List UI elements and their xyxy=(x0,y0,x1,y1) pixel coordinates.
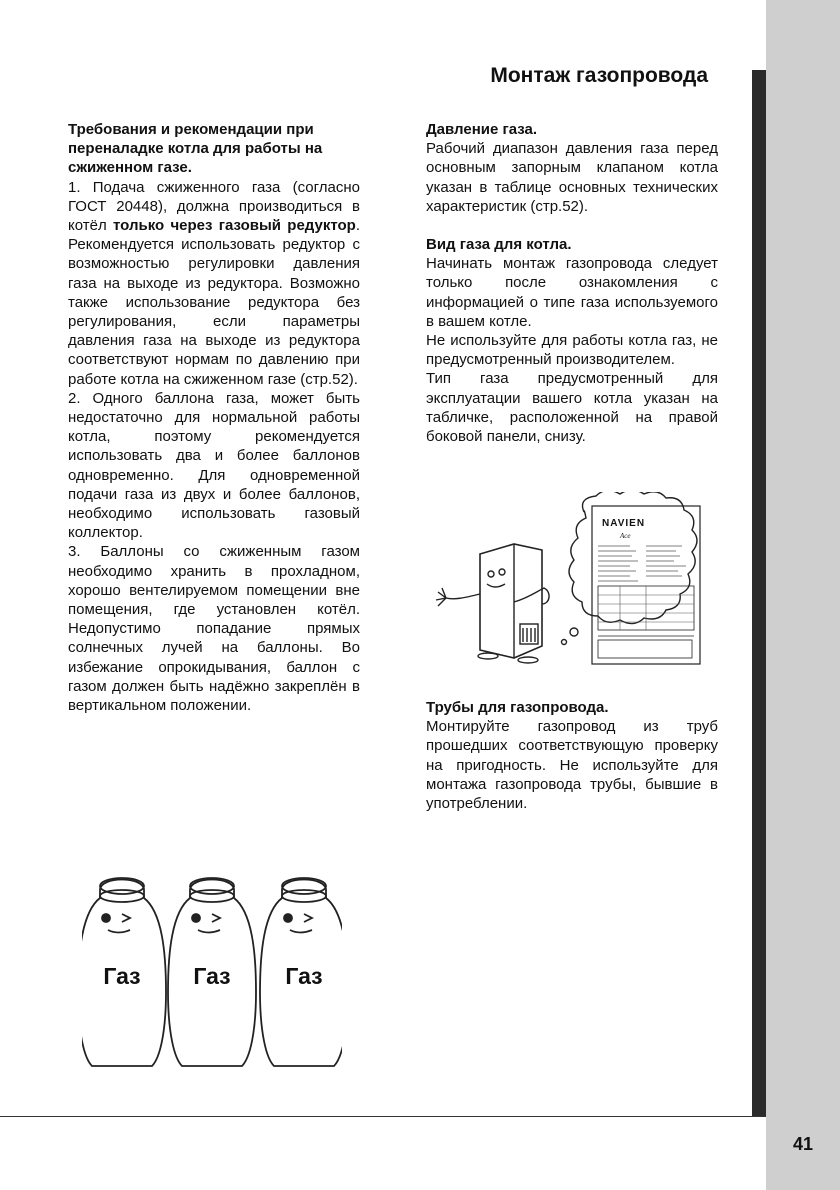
left-column xyxy=(68,120,360,715)
boiler-body xyxy=(480,544,542,658)
gas-type-text-3: Тип газа предусмотренный для эксплуатации вашего котла указан на табличке, расположенной на правой боковой панели, снизу. xyxy=(426,370,718,446)
section-title: Монтаж газопровода xyxy=(490,64,708,87)
gas-pressure-heading: Давление газа. xyxy=(426,121,538,138)
regulator-emphasis: только через газовый редуктор xyxy=(113,217,356,235)
pipes-section xyxy=(426,698,718,813)
page-number: 41 xyxy=(792,1134,814,1154)
footer-divider xyxy=(0,1116,766,1117)
plate-spec-lines xyxy=(598,546,686,581)
gas-cylinders-illustration xyxy=(82,862,342,1072)
boiler-smile xyxy=(487,584,505,587)
lpg-item-3: 3. Баллоны со сжиженным газом необходимо хранить в прохладном, хорошо вентелируемом помещении вне помещения, где установлен котёл. Недопустимо попадание прямых солнечных лучей на баллоны. Во избежание опрокидывания, баллон с газом должен быть надёжно закреплён в вертикальном положении. xyxy=(68,543,360,715)
gas-pressure-text: Рабочий диапазон давления газа перед основным запорным клапаном котла указан в таблице основных технических характеристик (стр.52). xyxy=(426,140,718,215)
gas-type-heading: Вид газа для котла. xyxy=(426,236,572,254)
gas-cylinder xyxy=(82,878,166,1066)
plate-model-name: Ace xyxy=(620,532,631,540)
boiler-eye-left xyxy=(488,571,494,577)
chapter-marker-bar xyxy=(752,70,766,1116)
gas-type-text-2: Не используйте для работы котла газ, не предусмотренный производителем. xyxy=(426,332,718,369)
lpg-requirements-heading: Требования и рекомендации при переналадке котла для работы на сжиженном газе. xyxy=(68,121,323,177)
plate-brand-logo: NAVIEN xyxy=(602,518,646,529)
pipes-heading: Трубы для газопровода. xyxy=(426,699,609,716)
pipes-text: Монтируйте газопровод из труб прошедших соответствующую проверку на пригодность. Не используйте для монтажа газопровода трубы, бывшие в употреблении. xyxy=(426,718,718,813)
boiler-arm-right xyxy=(514,588,549,604)
plate-serial-box xyxy=(598,640,692,658)
boiler-eye-right xyxy=(499,569,505,575)
boiler-rating-plate-illustration xyxy=(424,492,720,690)
thought-bubble-small xyxy=(570,628,578,636)
gas-cylinder xyxy=(168,878,256,1066)
cylinder-label: Газ xyxy=(103,963,141,989)
right-column xyxy=(426,120,718,446)
thought-bubble-tiny xyxy=(562,640,567,645)
gas-cylinder xyxy=(260,878,342,1066)
lpg-item-2: 2. Одного баллона газа, может быть недостаточно для нормальной работы котла, поэтому рекомендуется использовать два и более баллонов одновременно. Для одновременной подачи газа из двух и более баллонов, необходимо использовать газовый коллектор. xyxy=(68,389,360,542)
lpg-item-1: 1. Подача сжиженного газа (согласно ГОСТ 20448), должна производиться в котёл только через газовый редуктор. Рекомендуется использовать редуктор с возможностью регулировки давления газа на выходе из редуктора. Возможно также использование редуктора без регулирования, если параметры давления газа на выходе из редуктора соответствуют нормам по давлению при работе котла на сжиженном газе (стр.52). xyxy=(68,178,360,388)
page-edge-band xyxy=(766,0,840,1190)
cylinder-label: Газ xyxy=(193,963,231,989)
boiler-arm-left xyxy=(446,594,480,599)
gas-type-text-1: Начинать монтаж газопровода следует только после ознакомления с информацией о типе газа используемого в вашем котле. xyxy=(426,255,718,330)
cylinder-label: Газ xyxy=(285,963,323,989)
